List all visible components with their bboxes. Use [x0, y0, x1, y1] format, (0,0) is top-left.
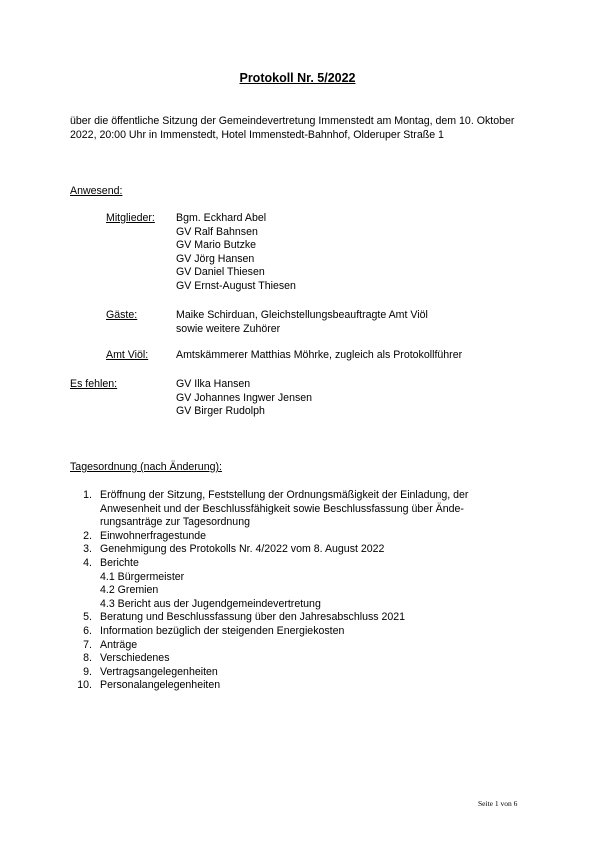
agenda-text: rungsanträge zur Tagesordnung — [100, 516, 250, 529]
mitglieder-list — [176, 212, 296, 294]
amt-label: Amt Viöl: — [106, 349, 149, 361]
fehlen-label: Es fehlen: — [70, 378, 118, 390]
agenda-number: 8. — [83, 652, 92, 665]
agenda-text: Information bezüglich der steigenden Energiekosten — [100, 624, 345, 637]
agenda-text: Eröffnung der Sitzung, Feststellung der Ordnungsmäßigkeit der Einladung, der — [100, 489, 469, 501]
fehlen-list — [176, 378, 312, 419]
agenda-number: 2. — [83, 529, 92, 542]
tagesordnung-heading: Tagesordnung (nach Änderung): — [70, 461, 222, 473]
list-item: GV Johannes Ingwer Jensen — [176, 391, 313, 404]
agenda-subitem: 4.1 Bürgermeister — [100, 570, 185, 583]
list-item: GV Mario Butzke — [176, 239, 257, 252]
agenda-number: 4. — [83, 556, 92, 569]
agenda-text: Vertragsangelegenheiten — [100, 665, 218, 678]
agenda-text: Verschiedenes — [100, 652, 170, 665]
list-item: GV Ralf Bahnsen — [176, 225, 258, 238]
agenda-text: Genehmigung des Protokolls Nr. 4/2022 vom 8. August 2022 — [100, 543, 385, 556]
agenda-number: 7. — [83, 638, 92, 651]
list-item: GV Ernst-August Thiesen — [176, 279, 296, 292]
agenda-text: Berichte — [100, 556, 139, 569]
agenda-number: 5. — [83, 611, 92, 624]
agenda-number: 9. — [83, 665, 92, 678]
list-item: Maike Schirduan, Gleichstellungsbeauftragte Amt Viöl — [176, 309, 428, 321]
list-item: GV Daniel Thiesen — [176, 266, 265, 279]
intro-paragraph: über die öffentliche Sitzung der Gemeindevertretung Immenstedt am Montag, dem 10. Oktober 2022, 20:00 Uhr in Immenstedt, Hotel Immenstedt-Bahnhof, Olderuper Straße 1 — [70, 115, 515, 141]
list-item: GV Birger Rudolph — [176, 405, 265, 418]
list-item: GV Jörg Hansen — [176, 252, 255, 265]
agenda-text: Beratung und Beschlussfassung über den Jahresabschluss 2021 — [100, 611, 406, 624]
gaeste-list — [176, 309, 428, 336]
agenda-text: Personalangelegenheiten — [100, 679, 221, 692]
agenda-number: 10. — [77, 679, 92, 692]
gaeste-label: Gäste: — [106, 309, 138, 321]
list-item: sowie weitere Zuhörer — [176, 322, 281, 335]
agenda-number: 6. — [83, 624, 92, 637]
page-number: Seite 1 von 6 — [478, 799, 518, 808]
agenda-number: 3. — [83, 543, 92, 556]
agenda-text: Einwohnerfragestunde — [100, 529, 207, 542]
mitglieder-label: Mitglieder: — [106, 212, 155, 224]
agenda-subitem: 4.3 Bericht aus der Jugendgemeindevertretung — [100, 597, 321, 610]
anwesend-heading: Anwesend: — [70, 185, 123, 197]
agenda-subitem: 4.2 Gremien — [100, 584, 159, 597]
agenda-text: Anträge — [100, 638, 138, 651]
agenda-text: Anwesenheit und der Beschlussfähigkeit sowie Beschlussfassung über Ände- — [100, 502, 464, 515]
page-title: Protokoll Nr. 5/2022 — [239, 71, 356, 85]
agenda-number: 1. — [83, 489, 92, 501]
list-item: GV Ilka Hansen — [176, 378, 251, 390]
list-item: Bgm. Eckhard Abel — [176, 212, 267, 224]
amt-text: Amtskämmerer Matthias Möhrke, zugleich als Protokollführer — [176, 349, 463, 361]
